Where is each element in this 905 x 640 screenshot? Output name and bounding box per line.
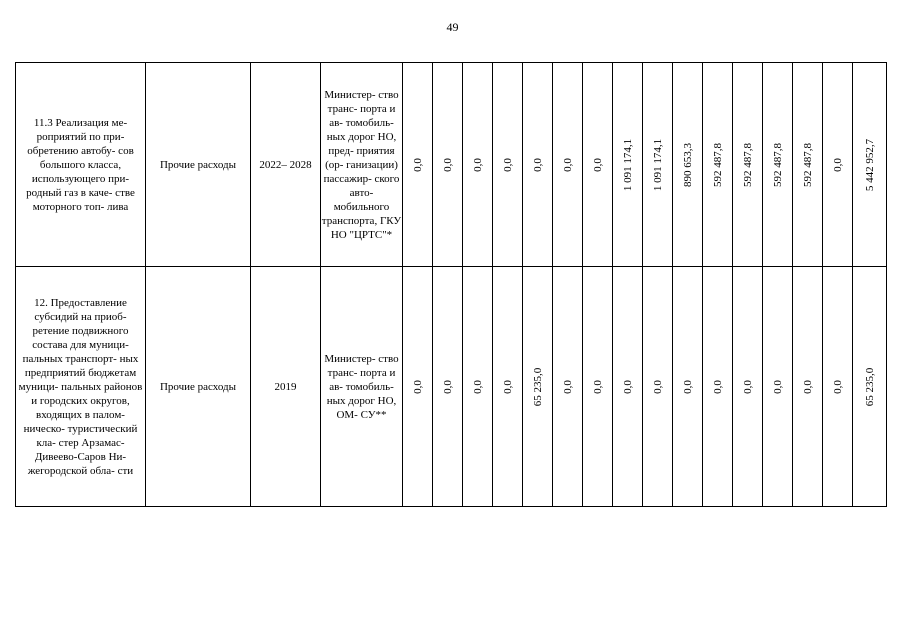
value-cell: [793, 267, 823, 507]
value-cell: [493, 63, 523, 267]
value-cell: [763, 267, 793, 507]
value-text: 0,0: [471, 157, 484, 172]
value-text: 0,0: [651, 379, 664, 394]
value-text: 1 091 174,1: [651, 138, 664, 191]
value-text: 592 487,8: [711, 142, 724, 187]
value-text: 0,0: [591, 157, 604, 172]
value-cell: [703, 267, 733, 507]
value-cell: [793, 63, 823, 267]
table-row: [16, 267, 887, 507]
value-cell: [463, 63, 493, 267]
value-text: 0,0: [501, 379, 514, 394]
value-text: 0,0: [411, 157, 424, 172]
value-text: 0,0: [831, 379, 844, 394]
page-number: 49: [446, 20, 459, 34]
responsible: Министер- ство транс- порта и ав- томобиль- ных дорог НО, пред- приятия (ор- ганизации) пассажир- ского авто- мобильного транспорта, ГКУ НО "ЦРТС"*: [321, 63, 403, 267]
responsible: Министер- ство транс- порта и ав- томобиль- ных дорог НО, ОМ- СУ**: [321, 267, 403, 507]
value-text: 0,0: [561, 157, 574, 172]
value-cell: [643, 267, 673, 507]
value-cell: [613, 267, 643, 507]
value-cell: [493, 267, 523, 507]
value-cell: [823, 63, 853, 267]
value-cell: [643, 63, 673, 267]
value-cell: [433, 267, 463, 507]
value-text: 890 653,3: [681, 142, 694, 187]
value-cell: [553, 267, 583, 507]
period: 2022– 2028: [251, 63, 321, 267]
value-text: 592 487,8: [741, 142, 754, 187]
value-text: 1 091 174,1: [621, 138, 634, 191]
total-text: 65 235,0: [863, 367, 876, 406]
value-text: 592 487,8: [801, 142, 814, 187]
value-text: 0,0: [591, 379, 604, 394]
total-cell: [853, 267, 887, 507]
total-cell: [853, 63, 887, 267]
value-text: 0,0: [681, 379, 694, 394]
value-cell: [613, 63, 643, 267]
value-cell: [523, 63, 553, 267]
value-cell: [763, 63, 793, 267]
value-text: 0,0: [831, 157, 844, 172]
value-text: 0,0: [801, 379, 814, 394]
value-text: 0,0: [411, 379, 424, 394]
value-cell: [403, 267, 433, 507]
event-name: 12. Предоставление субсидий на приоб- ретение подвижного состава для муници- пальных транспорт- ных предприятий бюджетам муници- пальных районов и городских округов, входящих в палом- ническо- туристический кла- стер Арзамас- Дивеево-Саров Ни- жегородской обла- сти: [16, 267, 146, 507]
value-text: 0,0: [441, 157, 454, 172]
value-text: 592 487,8: [771, 142, 784, 187]
value-text: 0,0: [621, 379, 634, 394]
total-text: 5 442 952,7: [863, 138, 876, 191]
value-cell: [403, 63, 433, 267]
value-text: 0,0: [771, 379, 784, 394]
value-cell: [673, 267, 703, 507]
value-cell: [583, 63, 613, 267]
event-name: 11.3 Реализация ме- роприятий по при- обретению автобу- сов большого класса, использующего при- родный газ в каче- стве моторного топ- лива: [16, 63, 146, 267]
expense-type: Прочие расходы: [146, 63, 251, 267]
value-text: 0,0: [741, 379, 754, 394]
table-row: [16, 63, 887, 267]
value-text: 0,0: [501, 157, 514, 172]
value-cell: [553, 63, 583, 267]
budget-table: [15, 62, 887, 507]
value-cell: [823, 267, 853, 507]
value-cell: [733, 267, 763, 507]
value-cell: [433, 63, 463, 267]
value-cell: [673, 63, 703, 267]
value-cell: [733, 63, 763, 267]
value-text: 65 235,0: [531, 367, 544, 406]
period: 2019: [251, 267, 321, 507]
value-text: 0,0: [711, 379, 724, 394]
value-cell: [703, 63, 733, 267]
value-cell: [583, 267, 613, 507]
value-cell: [463, 267, 493, 507]
expense-type: Прочие расходы: [146, 267, 251, 507]
value-cell: [523, 267, 553, 507]
value-text: 0,0: [471, 379, 484, 394]
value-text: 0,0: [441, 379, 454, 394]
value-text: 0,0: [561, 379, 574, 394]
value-text: 0,0: [531, 157, 544, 172]
